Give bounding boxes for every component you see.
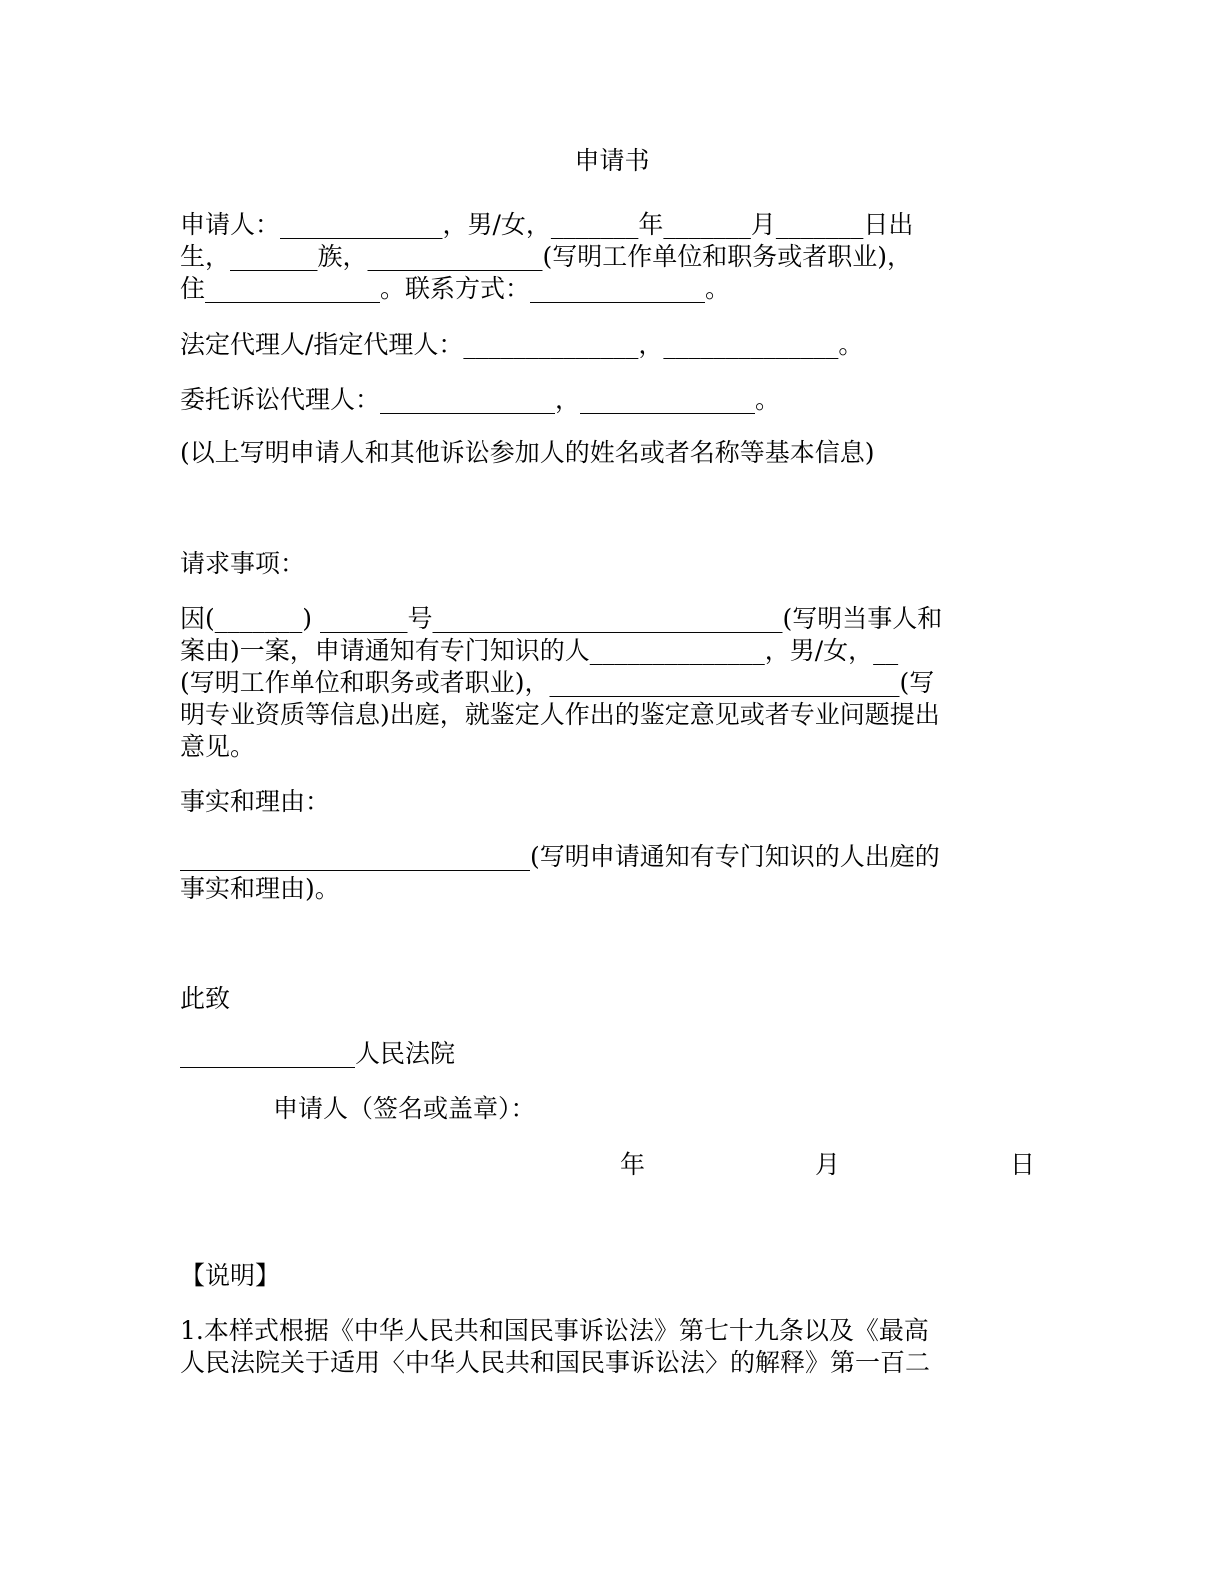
document-title: 申请书: [574, 146, 650, 175]
request-line-5: 意见。: [180, 732, 256, 761]
date-year: 年: [620, 1150, 646, 1179]
court-line: ______________人民法院: [180, 1039, 456, 1068]
facts-heading: 事实和理由：: [180, 787, 331, 816]
closing-salutation: 此致: [180, 984, 231, 1013]
notes-line-2: 人民法院关于适用〈中华人民共和国民事诉讼法〉的解释》第一百二: [180, 1348, 931, 1377]
request-line-1: 因(_______) _______号____________________________(写明当事人和: [180, 604, 943, 633]
notes-line-1: 1.本样式根据《中华人民共和国民事诉讼法》第七十九条以及《最高: [180, 1316, 929, 1345]
request-heading: 请求事项：: [180, 549, 306, 578]
signature-line: 申请人（签名或盖章）：: [273, 1094, 536, 1123]
request-line-2: 案由)一案，申请通知有专门知识的人______________，男/女，__: [180, 636, 899, 665]
date-month: 月: [815, 1150, 841, 1179]
applicant-line-2: 生，_______族，______________(写明工作单位和职务或者职业)，: [180, 242, 913, 271]
legal-agent-line: 法定代理人/指定代理人：______________，______________。: [180, 330, 864, 359]
facts-line-2: 事实和理由)。: [180, 874, 340, 903]
parties-note: (以上写明申请人和其他诉讼参加人的姓名或者名称等基本信息): [180, 438, 875, 467]
date-day: 日: [1010, 1150, 1036, 1179]
notes-heading: 【说明】: [180, 1261, 281, 1290]
request-line-3: (写明工作单位和职务或者职业)，____________________________(写: [180, 668, 935, 697]
request-line-4: 明专业资质等信息)出庭，就鉴定人作出的鉴定意见或者专业问题提出: [180, 700, 940, 729]
applicant-line-1: 申请人：_____________，男/女，_______年_______月_______日出: [180, 210, 914, 239]
facts-line-1: ____________________________(写明申请通知有专门知识的人出庭的: [180, 842, 940, 871]
entrusted-agent-line: 委托诉讼代理人：______________，______________。: [180, 385, 781, 414]
applicant-line-3: 住______________。联系方式：______________。: [180, 274, 731, 303]
